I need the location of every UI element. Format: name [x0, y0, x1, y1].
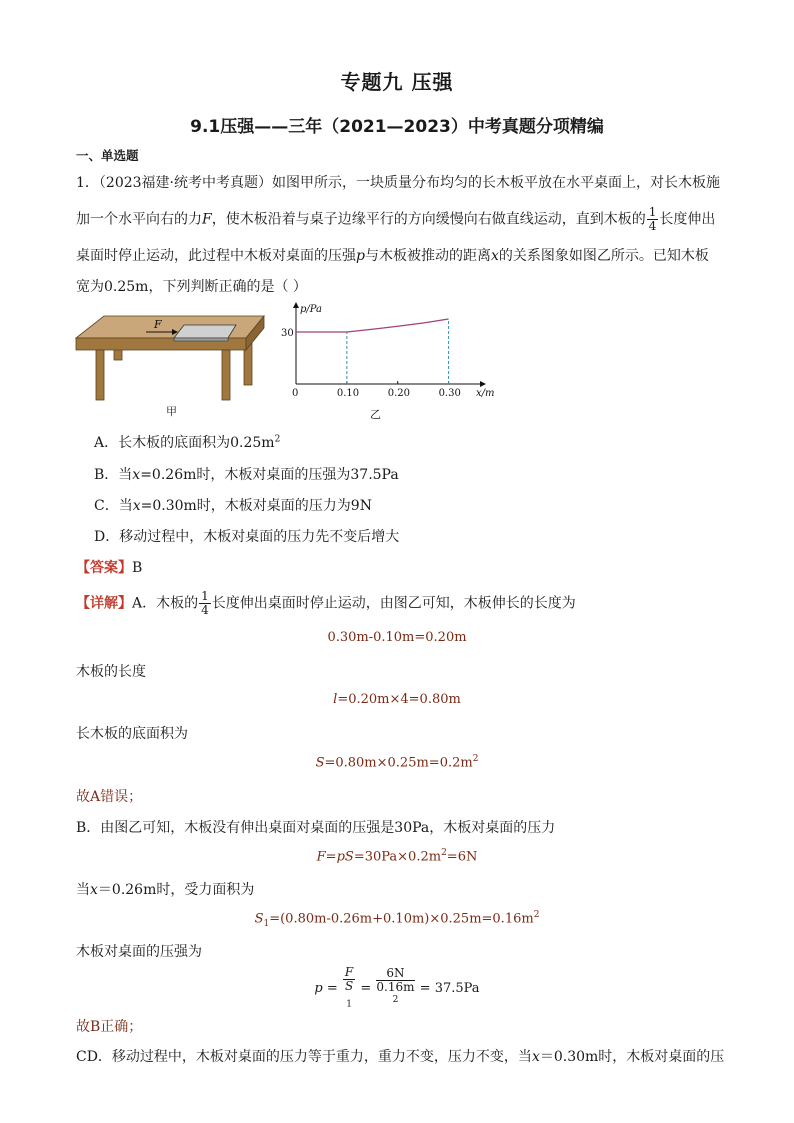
x-axis-arrow [480, 381, 486, 387]
section-heading: 一、单选题 [76, 148, 139, 163]
y-axis-label: p/Pa [300, 304, 323, 315]
x-tick-label: 0.10 [336, 388, 360, 399]
pressure-curve [296, 319, 449, 332]
detail-a-conclusion: 故A错误； [76, 789, 143, 805]
question-line-1: 1．（2023福建·统考中考真题）如图甲所示，一块质量分布均匀的长木板平放在水平桌面上，对长木板施 [76, 175, 720, 191]
force-label: F [154, 318, 162, 331]
detail-line-b2: 当x＝0.26m时，受力面积为 [76, 882, 255, 898]
question-line-4: 宽为0.25m，下列判断正确的是（ ） [76, 279, 307, 295]
answer-line: 【答案】B [76, 560, 143, 576]
fraction-one-quarter: $\frac{1}{4}$ [648, 205, 657, 233]
detail-line-b3: 木板对桌面的压强为 [76, 944, 202, 960]
detail-length-label: 木板的长度 [76, 664, 146, 680]
page-title: 专题九 压强 [340, 70, 454, 94]
equation-3: $S=0.80m\times 0.25m=0.2m^2$ [315, 754, 479, 771]
y-tick-label: 30 [281, 328, 294, 339]
x-axis-label: x/m [476, 388, 495, 399]
pressure-distance-chart [276, 300, 496, 406]
figure-caption-left: 甲 [166, 405, 177, 418]
wooden-board [174, 325, 236, 338]
option-c[interactable]: C．当x=0.30m时，木板对桌面的压力为9N [94, 498, 372, 514]
option-d[interactable]: D．移动过程中，木板对桌面的压力先不变后增大 [94, 529, 400, 545]
detail-line-b: B．由图乙可知，木板没有伸出桌面对桌面的压强是30Pa，木板对桌面的压力 [76, 820, 556, 836]
detail-b-conclusion: 故B正确； [76, 1019, 143, 1035]
detail-line-a: 【详解】A．木板的 $\frac{1}{4}$ 长度伸出桌面时停止运动，由图乙可知，木板伸长的长度为 [76, 589, 576, 617]
equation-5: $S_1=(0.80m-0.26m+0.10m)\times 0.25m=0.16m^2$ [254, 910, 540, 929]
x-tick-label: 0 [292, 388, 299, 399]
table-top [76, 316, 264, 338]
option-b[interactable]: B．当x=0.26m时，木板对桌面的压强为37.5Pa [94, 467, 399, 483]
question-line-3: 桌面时停止运动，此过程中木板对桌面的压强p与木板被推动的距离x的关系图象如图乙所示。已知木板 [76, 248, 709, 264]
x-tick-label: 0.20 [387, 388, 410, 399]
y-axis-arrow [293, 302, 299, 308]
table-leg-front-left [96, 350, 104, 400]
fraction-one-quarter-detail: $\frac{1}{4}$ [201, 589, 209, 617]
detail-area-label: 长木板的底面积为 [76, 726, 188, 742]
figure-caption-right: 乙 [370, 408, 381, 421]
page-subtitle: 9.1压强——三年（2021—2023）中考真题分项精编 [190, 117, 604, 137]
option-a[interactable]: A．长木板的底面积为$0.25m^2$ [94, 434, 281, 451]
equation-1: 0.30m-0.10m=0.20m [327, 630, 467, 645]
table-leg-front-right [222, 350, 230, 400]
equation-2: l=0.20m×4=0.80m [333, 692, 461, 707]
x-tick-label: 0.30 [438, 388, 461, 399]
detail-line-cd: CD．移动过程中，木板对桌面的压力等于重力，重力不变，压力不变，当x＝0.30m时，木板对桌面的压 [76, 1049, 725, 1065]
question-line-2: 加一个水平向右的力F，使木板沿着与桌子边缘平行的方向缓慢向右做直线运动，直到木板的 $\frac{1}{4}$ 长度伸出 [76, 205, 716, 233]
equation-6: p = F S $_1$ = 6N 0.16m $^2$ = 37.5Pa [314, 965, 480, 1010]
equation-4: $F=pS=30Pa\times 0.2m^2=6N$ [316, 848, 478, 865]
